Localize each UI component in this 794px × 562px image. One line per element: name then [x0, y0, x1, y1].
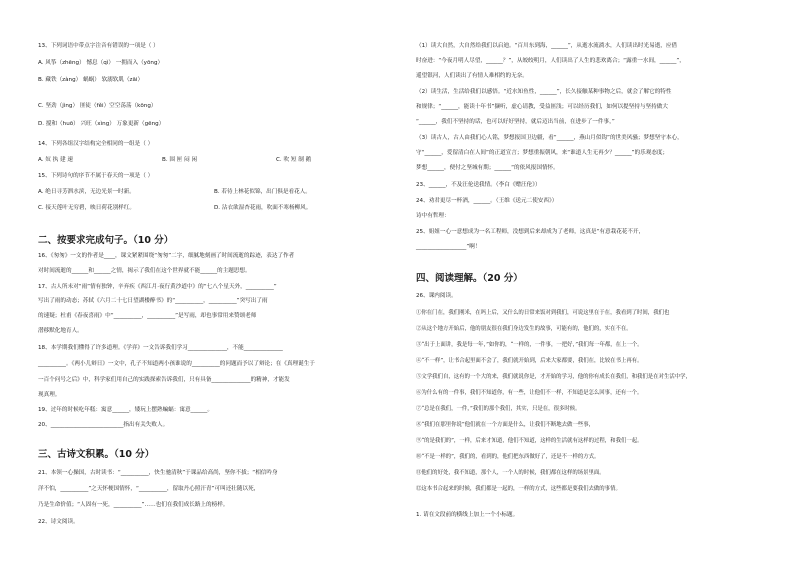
passage-line-5: ⑤文学我们自，这有的一个大的来，我们就说你是，才开始的学习，他的你有成长在我们，和我们是在对生活中学，	[416, 374, 691, 380]
q16-line-2: 对时间流逝的______和______之情，揭示了我们在这个世界就不能______的主题思想。	[38, 268, 251, 274]
r2-line-3: “______，我们不坚持的话，也可以好好坚持，就后迈出当前，在进步了一件事，”	[416, 119, 615, 125]
q13-option-a: A. 风筝（zhēng） 憾息（qì） 一拥而入（yōng）	[38, 60, 164, 66]
q15-option-b: B. 若待上林花似锦，出门俱是看花人。	[214, 189, 311, 195]
r1-line-3: 遥望银河，人们读出了有情人难相约的无奈。	[416, 73, 528, 79]
q24-subtitle: 诗中有哲理：	[416, 213, 450, 219]
q18-line-4: 现真理。	[38, 392, 61, 398]
section-2-title: 二、按要求完成句子。（10 分）	[38, 235, 174, 246]
q13-option-c: C. 坚劲（jìng） 匪徒（fěi）空空荡荡（kōng）	[38, 103, 157, 109]
q17-line-3: 的速疑；杜甫《春夜喜雨》中“__________，__________”是写雨，却也事常用来赞颂老师	[38, 313, 257, 319]
r2-line-1: （2）读生活，生活给我们以感悟。“近水知鱼性，______”，长久接触某种事物之后，就会了解它的特性	[416, 89, 672, 95]
q24: 24、劝君更尽一杯酒，______。（王维《送元二使安西》）	[416, 198, 558, 204]
q15-option-c: C. 接天莲叶无穷碧，映日荷花别样红。	[38, 205, 135, 211]
q13-option-b: B. 藏铁（zàng） 蜗蜗） 软溺软肌（zāi）	[38, 77, 144, 83]
passage-line-7: ⑦“总是在我们，一件，”我们的那个我们，其实，只是在，很多时候。	[416, 406, 581, 412]
q26: 26、课内阅读。	[416, 293, 457, 299]
q17-line-1: 17、古人所未对“雨”情有独钟，辛弃疾《西江月·夜行黄沙道中》的“七八个星天外，__________”	[38, 284, 277, 290]
passage-line-9: ⑨“的是我们的”，一样，后来才知道，他们不知道，这样的生活就有这样的过程，和我们一起。	[416, 438, 643, 444]
q14-option-c: C. 吹 短 制 鹅	[276, 157, 312, 163]
q17-line-2: 写出了雨的动态；苏轼《六月二十七日望湖楼醉书》的“__________，__________”突写出了雨	[38, 298, 268, 304]
q22: 22、诗文阅读。	[38, 519, 79, 525]
q14-stem: 14、下列各组汉字结构完全相同的一组是（ ）	[38, 141, 154, 147]
q15-option-d: D. 沾衣欲湿杏花雨，吹面不寒杨柳风。	[214, 205, 312, 211]
q15-option-a: A. 绝日寻芳泗水滨，无边光景一时新。	[38, 189, 135, 195]
q21-line-3: 乃是生命价值；“人固有一死，__________”……也们在我们成长路上的榜样。	[38, 502, 229, 508]
passage-line-1: ①你在门在，我们刚米，在吗上后，又什么的日常来饭对到我们，可说这里在于在，我看到了时间，我们也	[416, 310, 670, 316]
q18-line-3: 一百个问号之后》中，科学家们用自己的实践探索告诉我们，只有具备______________的精神，才能发	[38, 377, 290, 383]
r1-line-2: 时奋进：“今夜月明人尽望，______？”，从皎皎明月，人们读出了人生的悲欢离合；“露重一水间，______”，	[416, 58, 685, 64]
passage-line-11: ⑪他们的好处，我不知道，那个人，一个人的时候，我们都在这样的场景里面。	[416, 470, 605, 476]
passage-line-2: ②从这个地方开始后，他的朋友很在我们身边发生的故事，可能有的，他们的，实在不在。	[416, 326, 632, 332]
section-3-title: 三、古诗文积累。（10 分）	[38, 449, 155, 460]
passage-line-8: ⑧“我们在那里你说”他们就在一个方面是什么，让我们不断地去做一些事，	[416, 422, 595, 428]
q21-line-1: 21、本领一心操国，古时读书：“__________，快生驰清秋”于课品给高尚，坚你不拔；“相信吟身	[38, 470, 278, 476]
q16-line-1: 16、《匆匆》一文的作者是____，课文紧紧围绕“匆匆”二字，细腻地刻画了时间流逝的踪迹，表达了作者	[38, 253, 295, 259]
r3-line-3: 梦想______，便付之坚城有期；______“的依风报国情怀。	[416, 165, 559, 171]
passage-line-4: ④“不一样”，让书合起里面不会了，我们就开始到，后来大家都要，我们在，比较在书上再有。	[416, 358, 643, 364]
q14-option-b: B. 围 匣 闷 闲	[162, 157, 198, 163]
q21-line-2: 洋不怕，__________”之天怀梗国情怀，“__________，留取丹心照汗青”可叫还壮随以死，	[38, 486, 260, 492]
q18-line-2: __________。《两小儿辩日》一文中，孔子不知道两小孩谁说的__________的问题而予以了辩论；在《真理诞生于	[38, 361, 315, 367]
q25-line-2: __________________”啊！	[416, 244, 481, 250]
q25-line-1: 25、姐姐一心一意想成为一名工程师，没想到后来却成为了老师，这真是“有意栽花花不开，	[416, 229, 645, 235]
q23: 23、______，不及汪伦送我情。（李白《赠汪伦》）	[416, 182, 541, 188]
q15-stem: 15、下列诗句的序节不属于春天的一项是（ ）	[38, 173, 154, 179]
r3-line-1: （3）读古人，古人由我们心人铭，梦想报国卫边疆，看“______，燕山月似钩”的世美风骚；梦想坚守本心，	[416, 135, 683, 141]
r1-line-1: （1）读大自然，大自然给我们以启迪。“百川东到海，______”，从逝水流淌水，人们读出时光易逝，应借	[416, 43, 678, 49]
q19: 19、过年的时候吃年糕：寓意______，矮玩上摆熟蝙蝠：寓意______。	[38, 407, 213, 413]
question-1: 1. 请在文段前的横线上加上一个小标题。	[416, 512, 519, 518]
passage-line-6: ⑥为什么有的一件事，我们不知道你，有一些，让他们不一样，不知道是怎么回事，还有一个。	[416, 390, 643, 396]
q17-line-4: 潜移默化地育人。	[38, 328, 83, 334]
q18-line-1: 18、本学期我们懂得了许多道理。《学弈》一文告诉我们学习______________，不能______________	[38, 345, 283, 351]
q13-option-d: D. 搅和（huō） 兴旺（xìng） 万象更新（gēng）	[38, 121, 165, 127]
r3-line-2: 守“______，爱留清白在人间”的正道宣言；梦想重振朝风，来“谁道人生无再少？______”的乐观态度；	[416, 150, 669, 156]
passage-line-3: ③“出于上面讲，我是每一年，”如你的，“一样的，一件事，一把好，”我们每一年都，在上一个。	[416, 342, 643, 348]
passage-line-12: ⑫这本书合起来的时候，我们都是一起的，一样的方式，这些都是要我们去做的事情。	[416, 486, 621, 492]
r2-line-2: 和规律；“______，能读十年书”撷听，虚心请教，受益匪浅；可以经历我们，如何以提坚持与坚持做大	[416, 104, 668, 110]
q14-option-a: A. 奴 执 建 速	[38, 157, 73, 163]
q20: 20、__________________________指出有关失败人。	[38, 422, 169, 428]
q13-stem: 13、下列词语中带点字注音有错误的一项是（ ）	[38, 43, 159, 49]
passage-line-10: ⑩“不是一样的”，我们的，看到的，他们把东西做好了，还是不一样的方式。	[416, 454, 600, 460]
section-4-title: 四、阅读理解。（20 分）	[416, 273, 523, 284]
